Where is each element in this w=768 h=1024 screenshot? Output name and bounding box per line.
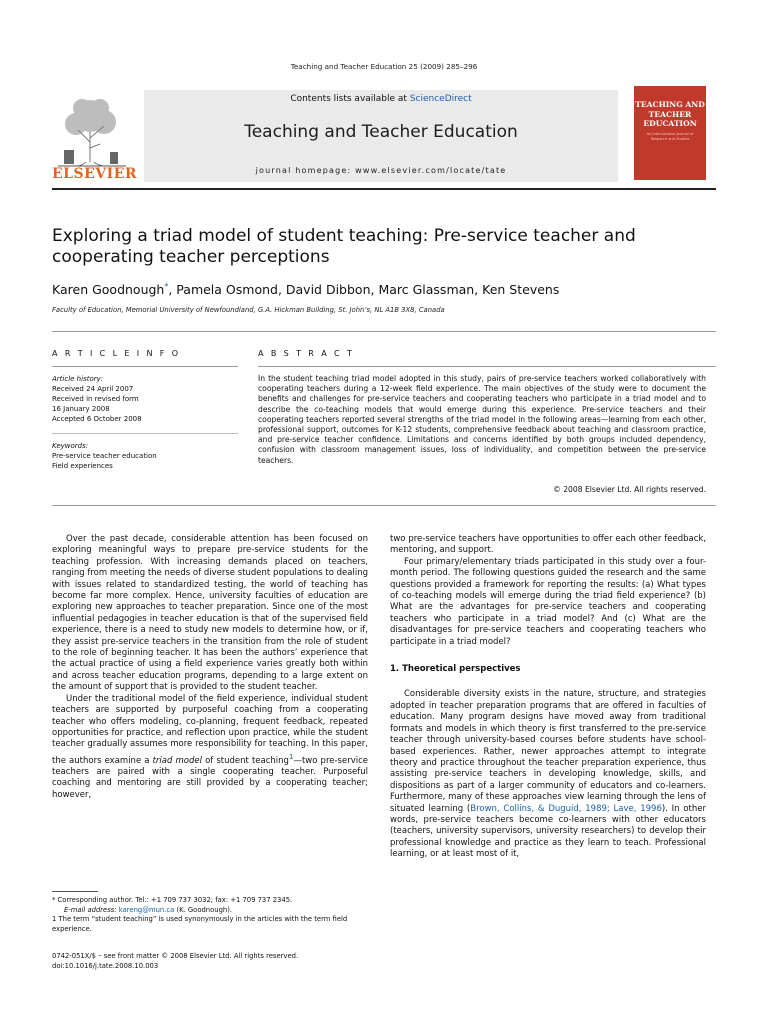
co-authors: , Pamela Osmond, David Dibbon, Marc Glassman, Ken Stevens <box>168 282 560 298</box>
issn-doi <box>52 952 368 971</box>
text: of student teaching <box>201 755 289 766</box>
text: —two pre-service teachers are paired with a single cooperating teacher. Purposeful coaching and mentoring are still provided by a cooperating teacher; however, <box>52 755 369 800</box>
section-heading: 1. Theoretical perspectives <box>390 664 521 675</box>
email-link[interactable]: kareng@mun.ca <box>118 905 175 914</box>
article-history <box>52 374 238 424</box>
header-divider <box>52 188 716 190</box>
doi-line[interactable]: doi:10.1016/j.tate.2008.10.003 <box>52 961 159 970</box>
affiliation: Faculty of Education, Memorial University of Newfoundland, G.A. Hickman Building, St. John’s, NL A1B 3X8, Canada <box>52 306 445 314</box>
elsevier-wordmark: ELSEVIER <box>52 166 138 182</box>
history-label: Article history: <box>52 375 104 383</box>
paragraph <box>390 689 706 860</box>
corresponding-author-marker[interactable]: * <box>164 282 169 291</box>
footnote-corresponding: * Corresponding author. Tel.: +1 709 737 3032; fax: +1 709 737 2345. <box>52 896 293 904</box>
contents-line <box>144 94 618 104</box>
history-line: 16 January 2008 <box>52 405 110 413</box>
history-line: Received 24 April 2007 <box>52 385 134 393</box>
footnotes <box>52 896 368 934</box>
text: ). In other words, pre-service teachers become co-learners with other educators (teachers, university supervisors, university researchers) to develop their professional knowledge and practice as they learn to teach. Professional learning, or at least most of it, <box>390 803 706 860</box>
footnote-1: 1 The term “student teaching” is used synonymously in the articles with the term field experience. <box>52 915 348 933</box>
abstract-copyright: © 2008 Elsevier Ltd. All rights reserved. <box>553 485 706 494</box>
citation-link[interactable]: Brown, Collins, & Duguid, 1989; Lave, 1996 <box>470 803 662 814</box>
footnote-divider <box>52 891 98 892</box>
divider <box>52 433 238 434</box>
article-info-heading: A R T I C L E I N F O <box>52 349 181 358</box>
journal-title: Teaching and Teacher Education <box>244 122 518 142</box>
cover-title: TEACHING AND TEACHER EDUCATION <box>635 100 705 128</box>
email-label: E-mail address: <box>64 905 119 914</box>
keywords <box>52 441 238 471</box>
italic-term: triad model <box>152 755 202 766</box>
divider <box>52 505 716 506</box>
paragraph: two pre-service teachers have opportunities to offer each other feedback, mentoring, and support. <box>390 534 706 556</box>
cover-subtitle: An International Journal of Research and Studies <box>646 132 694 141</box>
footnote-email <box>52 906 368 916</box>
keyword: Pre-service teacher education <box>52 452 157 460</box>
history-line: Received in revised form <box>52 395 139 403</box>
paragraph: Over the past decade, considerable attention has been focused on exploring meaningful ways to prepare pre-service students for the teaching profession. With increasing demands placed on teachers, ranging from meeting the needs of diverse student populations to dealing with issues related to standardized testing, the world of teaching has become far more complex. Hence, university faculties of education are exploring new approaches to teacher preparation. Since one of the most influential pedagogies in teacher education is that of the supervised field experience, there is a need to study new models to determine how, or if, they assist pre-service teachers in the transition from the role of student to the role of beginning teacher. It has been the authors’ experience that the actual practice of using a field experience varies greatly both within and across teacher education programs, depending to a large extent on the amount of support that is provided to the student teacher. <box>52 534 368 693</box>
divider <box>52 331 716 332</box>
paragraph: Four primary/elementary triads participated in this study over a four-month period. The following questions guided the research and the same questions provided a framework for reporting the results: (a) What types of co-teaching models will emerge during the triad field experience? (b) What are the advantages for pre-service teachers and cooperating teachers who participate in a triad model? And (c) What are the disadvantages for pre-service teachers and cooperating teachers who participate in a triad model? <box>390 556 706 647</box>
article-title: Exploring a triad model of student teaching: Pre-service teacher and cooperating teacher perceptions <box>52 226 636 267</box>
body-column-left <box>52 534 368 801</box>
divider <box>258 366 716 367</box>
issn-line: 0742-051X/$ – see front matter © 2008 Elsevier Ltd. All rights reserved. <box>52 952 299 960</box>
keyword: Field experiences <box>52 462 113 470</box>
divider <box>52 366 238 367</box>
author-list <box>52 282 692 297</box>
abstract-text: In the student teaching triad model adopted in this study, pairs of pre-service teachers worked collaboratively with cooperating teachers during a 12-week field experience. The main objectives of the study were to document the benefits and challenges for pre-service teachers and cooperating teachers who participate in a triad model and to describe the co-teaching models that would emerge during this experience. Pre-service teachers and their cooperating teachers reported several strengths of the triad model in the following areas—learning from each other, professional support, outcomes for K-12 students, comprehensive feedback about teaching and classroom practice, and pre-service teacher confidence. Limitations and concerns identified by both groups included dependency, confusion with classroom management issues, loss of individuality, and competition between the pre-service teachers. <box>258 374 706 465</box>
body-column-right <box>390 534 706 861</box>
keywords-label: Keywords: <box>52 442 89 450</box>
email-suffix: (K. Goodnough). <box>174 905 233 914</box>
journal-homepage[interactable]: journal homepage: www.elsevier.com/locate/tate <box>255 166 507 175</box>
text: Considerable diversity exists in the nature, structure, and strategies adopted in teacher preparation programs that are offered in faculties of education. Many program designs have moved away from traditional formats and models in which theory is first transferred to the pre-service teacher through university-based courses before students have school-based experiences. Rather, newer approaches attempt to integrate theory and practice throughout the teacher preparation experience, thus assisting pre-service teachers in developing knowledge, skills, and dispositions as part of a larger community of educators and co-learners. Furthermore, many of these approaches view learning through the lens of situated learning ( <box>390 689 706 814</box>
history-line: Accepted 6 October 2008 <box>52 415 142 423</box>
paragraph <box>52 694 368 801</box>
footnote-ref[interactable]: 1 <box>288 751 294 761</box>
first-author[interactable]: Karen Goodnough <box>52 282 165 298</box>
journal-reference: Teaching and Teacher Education 25 (2009) 285–296 <box>290 62 478 71</box>
text: Under the traditional model of the field experience, individual student teachers are supported by purposeful coaching from a cooperating teacher who offers modeling, co-planning, frequent feedback, repeated opportunities for practice, and reflection upon practice, while the student teacher gradually assumes more responsibility for teaching. In this paper, the authors examine a <box>52 693 368 766</box>
sciencedirect-link[interactable]: ScienceDirect <box>409 94 472 104</box>
contents-prefix: Contents lists available at <box>290 94 410 104</box>
abstract-heading: A B S T R A C T <box>258 349 355 358</box>
